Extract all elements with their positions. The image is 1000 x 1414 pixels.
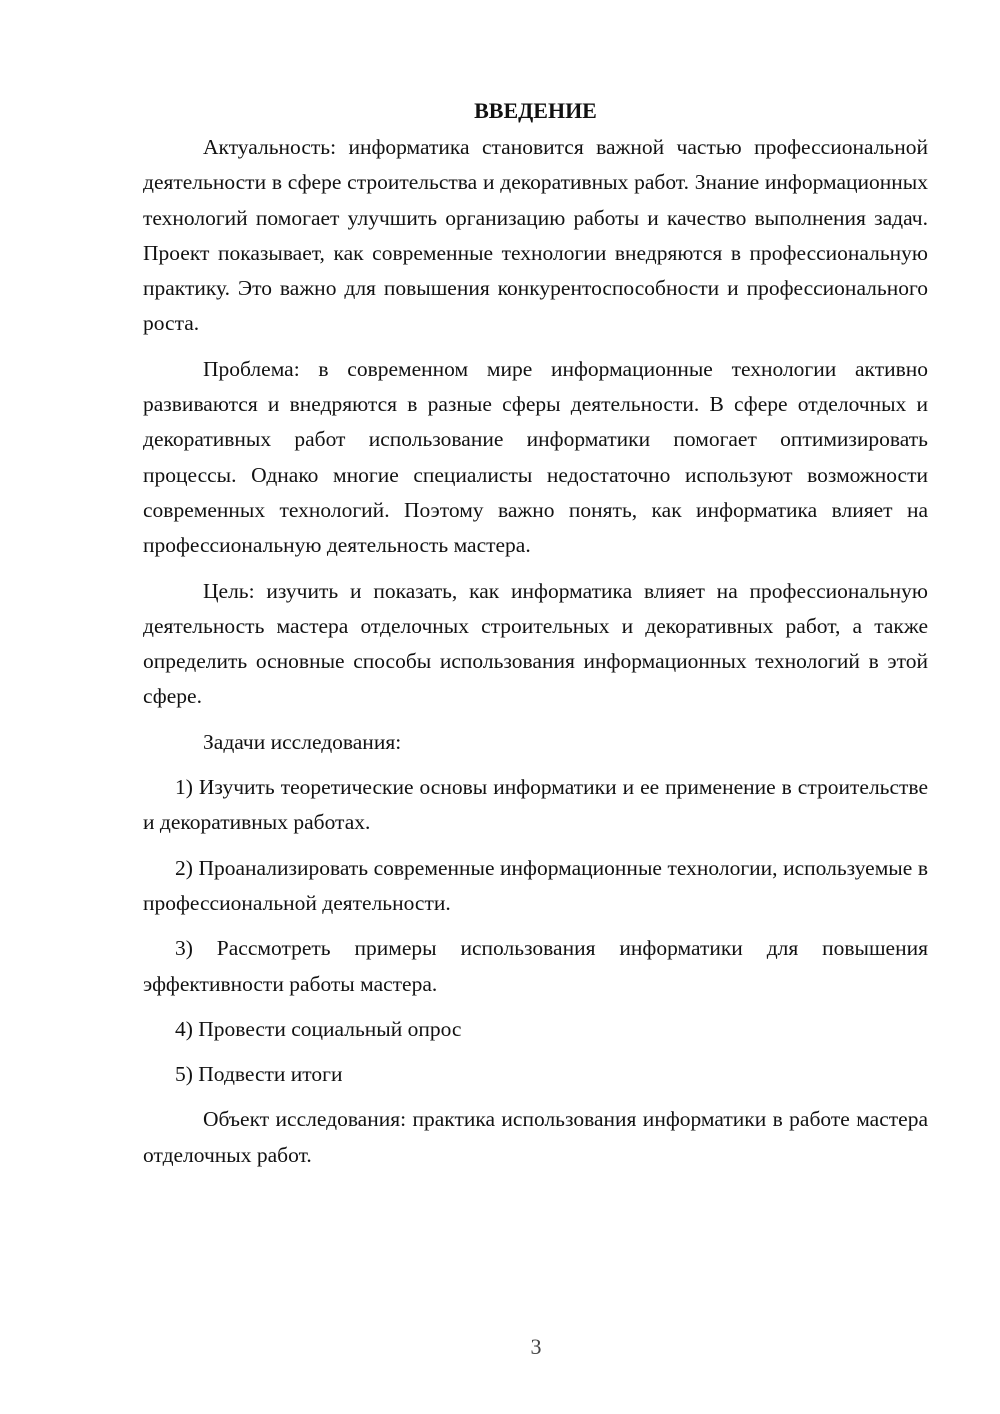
goal-paragraph: Цель: изучить и показать, как информатика влияет на профессиональную деятельность мастера отделочных строительных и декоративных работ, а также определить основные способы использования информационных технологий в этой сфере. bbox=[143, 578, 928, 709]
task-item: 3) Рассмотреть примеры использования информатики для повышения эффективности работы мастера. bbox=[143, 936, 928, 996]
task-item: 2) Проанализировать современные информационные технологии, используемые в профессиональной деятельности. bbox=[143, 855, 928, 915]
task-item: 1) Изучить теоретические основы информатики и ее применение в строительстве и декоративных работах. bbox=[143, 775, 928, 835]
page-content bbox=[143, 96, 928, 1183]
page-number: 3 bbox=[530, 1334, 542, 1359]
task-item: 4) Провести социальный опрос bbox=[175, 1016, 462, 1041]
relevance-paragraph: Актуальность: информатика становится важной частью профессиональной деятельности в сфере строительства и декоративных работ. Знание информационных технологий помогает улучшить организацию работы и качество выполнения задач. Проект показывает, как современные технологии внедряются в профессиональную практику. Это важно для повышения конкурентоспособности и профессионального роста. bbox=[143, 135, 928, 336]
problem-paragraph: Проблема: в современном мире информационные технологии активно развиваются и внедряются в разные сферы деятельности. В сфере отделочных и декоративных работ использование информатики помогает оптимизировать процессы. Однако многие специалисты недостаточно используют возможности современных технологий. Поэтому важно понять, как информатика влияет на профессиональную деятельность мастера. bbox=[143, 356, 928, 558]
page-title: ВВЕДЕНИЕ bbox=[474, 98, 597, 123]
task-item: 5) Подвести итоги bbox=[175, 1062, 343, 1087]
tasks-heading: Задачи исследования: bbox=[203, 729, 402, 754]
object-paragraph: Объект исследования: практика использования информатики в работе мастера отделочных работ. bbox=[143, 1107, 928, 1167]
